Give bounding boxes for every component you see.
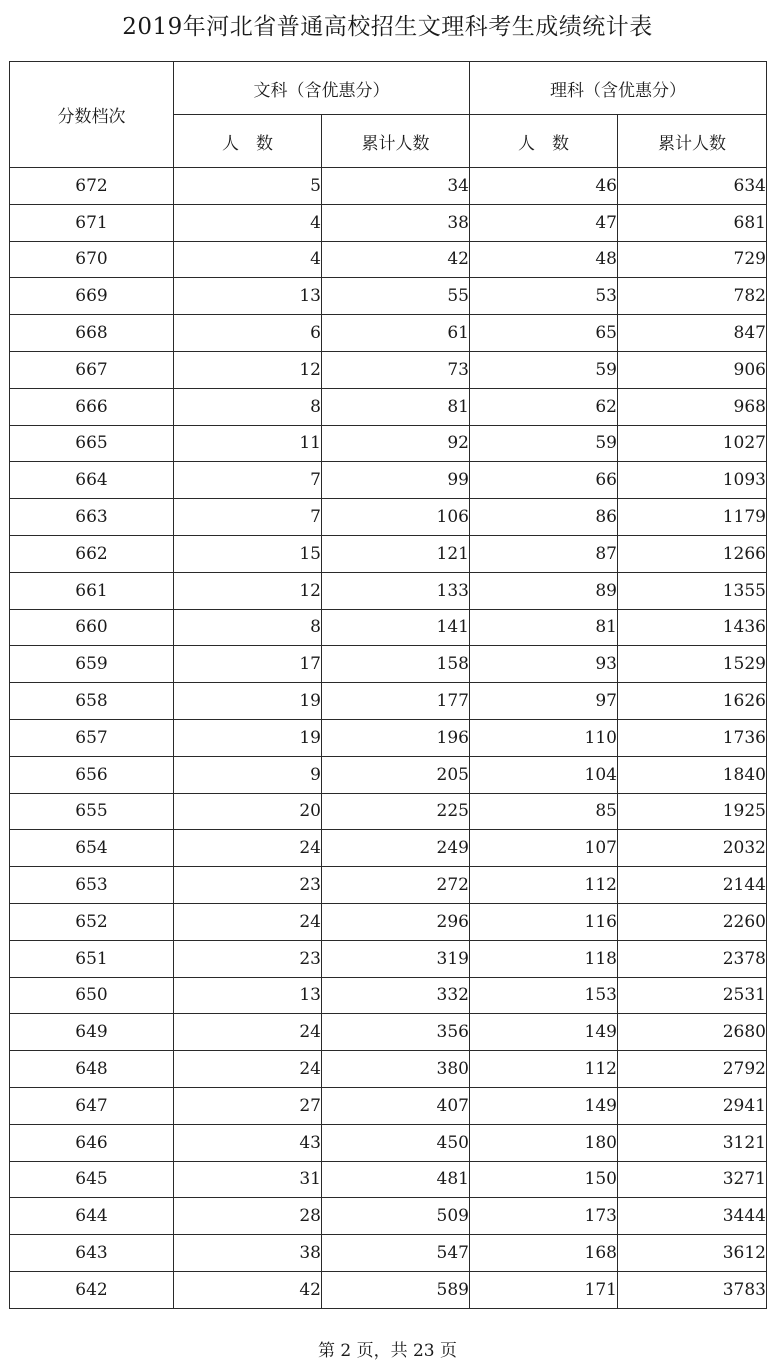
cell-score: 656 (10, 756, 174, 793)
cell-arts-cumulative: 133 (322, 572, 470, 609)
page-title: 2019年河北省普通高校招生文理科考生成绩统计表 (122, 14, 653, 40)
cell-science-count: 118 (470, 940, 618, 977)
cell-science-count: 65 (470, 315, 618, 352)
cell-score: 648 (10, 1051, 174, 1088)
table-row (10, 168, 767, 205)
cell-science-cumulative: 782 (618, 278, 767, 315)
header-row-top (10, 62, 767, 115)
page-footer: 第 2 页，共 23 页 (317, 1341, 458, 1361)
cell-science-count: 153 (470, 977, 618, 1014)
cell-score: 659 (10, 646, 174, 683)
cell-arts-cumulative: 92 (322, 425, 470, 462)
cell-science-cumulative: 729 (618, 241, 767, 278)
table-row (10, 1235, 767, 1272)
cell-arts-cumulative: 73 (322, 351, 470, 388)
table-row (10, 793, 767, 830)
cell-score: 669 (10, 278, 174, 315)
cell-science-cumulative: 1736 (618, 719, 767, 756)
cell-score: 658 (10, 683, 174, 720)
cell-science-cumulative: 634 (618, 168, 767, 205)
cell-arts-cumulative: 450 (322, 1124, 470, 1161)
cell-arts-count: 27 (174, 1087, 322, 1124)
cell-arts-cumulative: 319 (322, 940, 470, 977)
cell-arts-cumulative: 547 (322, 1235, 470, 1272)
cell-score: 654 (10, 830, 174, 867)
header-science-cumulative: 累计人数 (618, 115, 767, 168)
cell-arts-count: 9 (174, 756, 322, 793)
cell-science-cumulative: 1626 (618, 683, 767, 720)
cell-arts-count: 12 (174, 572, 322, 609)
cell-science-cumulative: 3444 (618, 1198, 767, 1235)
table-row (10, 940, 767, 977)
cell-arts-count: 23 (174, 867, 322, 904)
cell-science-cumulative: 1529 (618, 646, 767, 683)
cell-science-count: 89 (470, 572, 618, 609)
cell-science-count: 81 (470, 609, 618, 646)
cell-science-count: 86 (470, 499, 618, 536)
cell-score: 652 (10, 903, 174, 940)
cell-arts-count: 24 (174, 830, 322, 867)
cell-science-count: 104 (470, 756, 618, 793)
table-row (10, 572, 767, 609)
cell-score: 642 (10, 1271, 174, 1308)
cell-arts-cumulative: 225 (322, 793, 470, 830)
table-row (10, 204, 767, 241)
cell-arts-cumulative: 589 (322, 1271, 470, 1308)
cell-score: 671 (10, 204, 174, 241)
cell-arts-cumulative: 34 (322, 168, 470, 205)
cell-score: 650 (10, 977, 174, 1014)
cell-science-cumulative: 1355 (618, 572, 767, 609)
table-row (10, 278, 767, 315)
cell-arts-count: 15 (174, 535, 322, 572)
table-row (10, 977, 767, 1014)
cell-science-count: 53 (470, 278, 618, 315)
cell-arts-cumulative: 196 (322, 719, 470, 756)
cell-science-cumulative: 968 (618, 388, 767, 425)
cell-arts-count: 4 (174, 204, 322, 241)
table-row (10, 756, 767, 793)
cell-score: 649 (10, 1014, 174, 1051)
cell-science-cumulative: 2941 (618, 1087, 767, 1124)
cell-score: 651 (10, 940, 174, 977)
cell-science-count: 180 (470, 1124, 618, 1161)
table-header (10, 62, 767, 168)
cell-arts-cumulative: 141 (322, 609, 470, 646)
cell-arts-count: 31 (174, 1161, 322, 1198)
cell-science-count: 59 (470, 425, 618, 462)
cell-arts-count: 8 (174, 609, 322, 646)
cell-science-cumulative: 1266 (618, 535, 767, 572)
cell-science-count: 97 (470, 683, 618, 720)
cell-arts-count: 42 (174, 1271, 322, 1308)
cell-arts-count: 7 (174, 462, 322, 499)
cell-arts-count: 24 (174, 1014, 322, 1051)
cell-arts-cumulative: 296 (322, 903, 470, 940)
header-score-band: 分数档次 (10, 62, 174, 168)
cell-score: 667 (10, 351, 174, 388)
cell-score: 670 (10, 241, 174, 278)
cell-science-cumulative: 1925 (618, 793, 767, 830)
cell-score: 672 (10, 168, 174, 205)
cell-science-count: 62 (470, 388, 618, 425)
cell-science-cumulative: 3271 (618, 1161, 767, 1198)
table-row (10, 1087, 767, 1124)
header-arts-cumulative: 累计人数 (322, 115, 470, 168)
table-row (10, 1124, 767, 1161)
table-row (10, 609, 767, 646)
cell-arts-count: 13 (174, 977, 322, 1014)
cell-science-cumulative: 681 (618, 204, 767, 241)
cell-arts-count: 24 (174, 903, 322, 940)
cell-science-count: 149 (470, 1014, 618, 1051)
table-row (10, 462, 767, 499)
table-row (10, 1198, 767, 1235)
cell-arts-cumulative: 38 (322, 204, 470, 241)
cell-science-count: 59 (470, 351, 618, 388)
cell-arts-cumulative: 158 (322, 646, 470, 683)
cell-science-cumulative: 1179 (618, 499, 767, 536)
cell-arts-cumulative: 61 (322, 315, 470, 352)
cell-score: 668 (10, 315, 174, 352)
cell-arts-count: 28 (174, 1198, 322, 1235)
cell-score: 661 (10, 572, 174, 609)
table-row (10, 499, 767, 536)
cell-arts-cumulative: 81 (322, 388, 470, 425)
cell-arts-cumulative: 380 (322, 1051, 470, 1088)
cell-science-cumulative: 906 (618, 351, 767, 388)
table-row (10, 1051, 767, 1088)
cell-arts-count: 4 (174, 241, 322, 278)
header-liberal-arts: 文科（含优惠分） (174, 62, 470, 115)
cell-arts-count: 8 (174, 388, 322, 425)
cell-arts-count: 6 (174, 315, 322, 352)
cell-science-count: 110 (470, 719, 618, 756)
table-row (10, 425, 767, 462)
cell-arts-count: 43 (174, 1124, 322, 1161)
cell-arts-cumulative: 99 (322, 462, 470, 499)
cell-science-cumulative: 1840 (618, 756, 767, 793)
cell-arts-count: 11 (174, 425, 322, 462)
cell-score: 665 (10, 425, 174, 462)
table-row (10, 315, 767, 352)
cell-science-count: 149 (470, 1087, 618, 1124)
table-row (10, 1161, 767, 1198)
score-statistics-table (9, 61, 767, 1309)
cell-arts-count: 5 (174, 168, 322, 205)
cell-science-count: 93 (470, 646, 618, 683)
cell-arts-count: 19 (174, 719, 322, 756)
cell-science-count: 171 (470, 1271, 618, 1308)
cell-science-count: 85 (470, 793, 618, 830)
cell-arts-cumulative: 106 (322, 499, 470, 536)
cell-arts-cumulative: 55 (322, 278, 470, 315)
cell-arts-cumulative: 356 (322, 1014, 470, 1051)
header-arts-count: 人 数 (174, 115, 322, 168)
table-row (10, 683, 767, 720)
cell-arts-cumulative: 249 (322, 830, 470, 867)
cell-science-cumulative: 2144 (618, 867, 767, 904)
cell-science-cumulative: 2680 (618, 1014, 767, 1051)
header-science-count: 人 数 (470, 115, 618, 168)
cell-score: 660 (10, 609, 174, 646)
cell-science-count: 150 (470, 1161, 618, 1198)
cell-science-cumulative: 1027 (618, 425, 767, 462)
cell-arts-cumulative: 407 (322, 1087, 470, 1124)
cell-science-cumulative: 2792 (618, 1051, 767, 1088)
cell-science-count: 116 (470, 903, 618, 940)
cell-science-count: 46 (470, 168, 618, 205)
table-row (10, 388, 767, 425)
cell-arts-count: 19 (174, 683, 322, 720)
cell-science-count: 168 (470, 1235, 618, 1272)
cell-score: 666 (10, 388, 174, 425)
cell-science-count: 87 (470, 535, 618, 572)
cell-score: 644 (10, 1198, 174, 1235)
cell-score: 657 (10, 719, 174, 756)
cell-science-cumulative: 847 (618, 315, 767, 352)
cell-science-cumulative: 2032 (618, 830, 767, 867)
cell-score: 664 (10, 462, 174, 499)
cell-science-count: 112 (470, 1051, 618, 1088)
table-row (10, 241, 767, 278)
cell-science-count: 112 (470, 867, 618, 904)
cell-arts-cumulative: 509 (322, 1198, 470, 1235)
cell-science-cumulative: 3783 (618, 1271, 767, 1308)
cell-science-cumulative: 1093 (618, 462, 767, 499)
cell-science-count: 66 (470, 462, 618, 499)
cell-science-cumulative: 3121 (618, 1124, 767, 1161)
cell-score: 647 (10, 1087, 174, 1124)
table-row (10, 1014, 767, 1051)
cell-arts-cumulative: 272 (322, 867, 470, 904)
cell-arts-count: 38 (174, 1235, 322, 1272)
table-row (10, 903, 767, 940)
cell-arts-count: 17 (174, 646, 322, 683)
cell-arts-cumulative: 121 (322, 535, 470, 572)
cell-arts-cumulative: 177 (322, 683, 470, 720)
cell-score: 643 (10, 1235, 174, 1272)
cell-score: 653 (10, 867, 174, 904)
table-row (10, 535, 767, 572)
table-row (10, 351, 767, 388)
table-row (10, 646, 767, 683)
header-science: 理科（含优惠分） (470, 62, 767, 115)
cell-science-cumulative: 1436 (618, 609, 767, 646)
cell-science-cumulative: 2378 (618, 940, 767, 977)
cell-arts-count: 23 (174, 940, 322, 977)
cell-science-count: 107 (470, 830, 618, 867)
cell-arts-count: 24 (174, 1051, 322, 1088)
cell-arts-cumulative: 42 (322, 241, 470, 278)
cell-arts-cumulative: 205 (322, 756, 470, 793)
table-row (10, 830, 767, 867)
cell-arts-cumulative: 332 (322, 977, 470, 1014)
cell-science-count: 173 (470, 1198, 618, 1235)
cell-science-cumulative: 2260 (618, 903, 767, 940)
cell-science-count: 48 (470, 241, 618, 278)
table-row (10, 1271, 767, 1308)
cell-score: 663 (10, 499, 174, 536)
cell-score: 655 (10, 793, 174, 830)
cell-arts-count: 12 (174, 351, 322, 388)
table-body (10, 168, 767, 1309)
cell-arts-count: 7 (174, 499, 322, 536)
table-row (10, 867, 767, 904)
cell-science-count: 47 (470, 204, 618, 241)
cell-arts-count: 20 (174, 793, 322, 830)
cell-arts-cumulative: 481 (322, 1161, 470, 1198)
cell-science-cumulative: 3612 (618, 1235, 767, 1272)
cell-arts-count: 13 (174, 278, 322, 315)
cell-score: 646 (10, 1124, 174, 1161)
cell-score: 645 (10, 1161, 174, 1198)
cell-score: 662 (10, 535, 174, 572)
cell-science-cumulative: 2531 (618, 977, 767, 1014)
table-row (10, 719, 767, 756)
